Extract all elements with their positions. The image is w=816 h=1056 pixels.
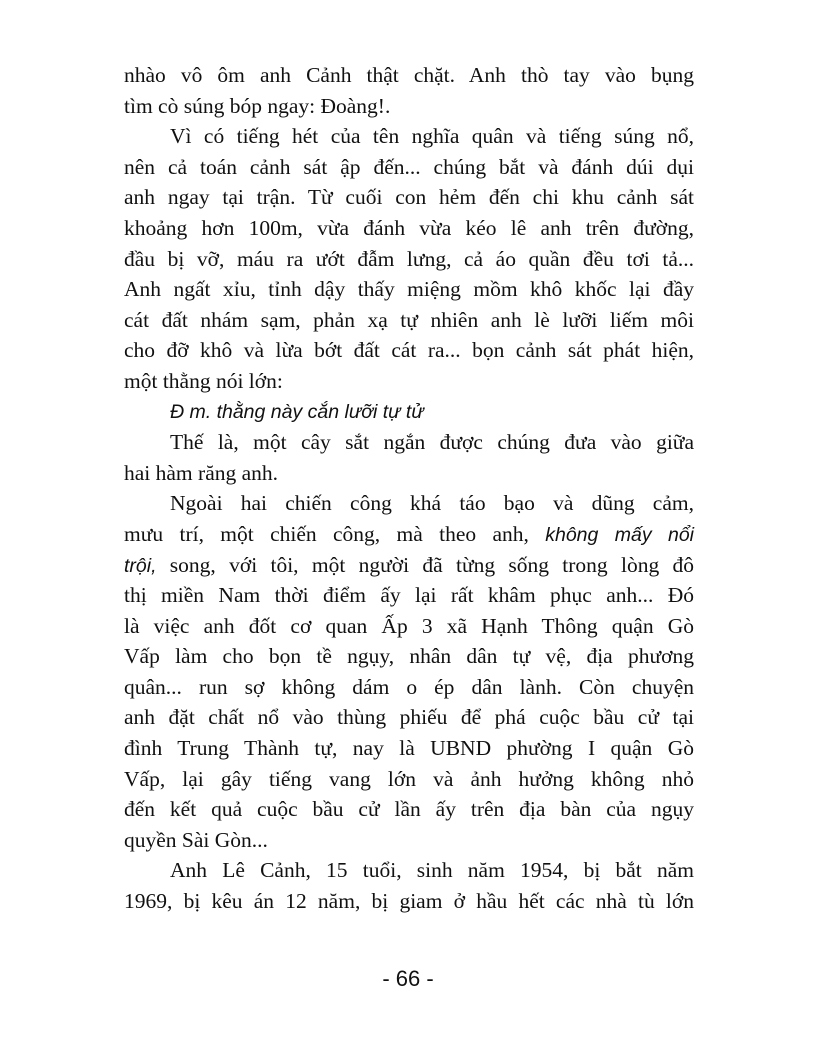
paragraph-start-line: Vì có tiếng hét của tên nghĩa quân và tiếng súng nổ, — [170, 124, 694, 149]
page-body — [124, 60, 694, 917]
text-line: nhào vô ôm anh Cảnh thật chặt. Anh thò tay vào bụng — [124, 63, 694, 87]
text-line: đầu bị vỡ, máu ra ướt đẫm lưng, cả áo quần đều tơi tả... — [124, 246, 694, 271]
text-line: cát đất nhám sạm, phản xạ tự nhiên anh lè lưỡi liếm môi — [124, 307, 694, 332]
text-line: một thằng nói lớn: — [124, 368, 283, 393]
text-line: là việc anh đốt cơ quan Ấp 3 xã Hạnh Thông quận Gò — [124, 613, 694, 638]
page-number: - 66 - — [382, 966, 434, 991]
text-line-with-emphasis — [124, 519, 694, 550]
text-line: cho đỡ khô và lừa bớt đất cát ra... bọn cảnh sát phát hiện, — [124, 338, 694, 363]
text-line: khoảng hơn 100m, vừa đánh vừa kéo lê anh trên đường, — [124, 215, 694, 240]
italic-quote-line: Đ m. thằng này cắn lưỡi tự tử — [170, 400, 424, 423]
text-line: Vấp, lại gây tiếng vang lớn và ảnh hưởng không nhỏ — [124, 766, 694, 791]
text-line: đến kết quả cuộc bầu cử lần ấy trên địa bàn của ngụy — [124, 797, 694, 822]
text-line: đình Trung Thành tự, nay là UBND phường I quận Gò — [124, 736, 694, 761]
emphasis-segment: không mấy nổi — [545, 523, 694, 546]
text-line: anh đặt chất nổ vào thùng phiếu để phá cuộc bầu cử tại — [124, 705, 694, 730]
text-line: quân... run sợ không dám o ép dân lành. Còn chuyện — [124, 674, 694, 699]
text-line: hai hàm răng anh. — [124, 460, 279, 485]
plain-segment: mưu trí, một chiến công, mà theo anh, — [124, 521, 546, 546]
text-line: anh ngay tại trận. Từ cuối con hẻm đến chi khu cảnh sát — [124, 185, 694, 210]
text-line-with-emphasis — [124, 550, 694, 581]
text-line: quyền Sài Gòn... — [124, 827, 268, 852]
paragraph-start-line: Ngoài hai chiến công khá táo bạo và dũng cảm, — [170, 491, 694, 516]
text-line: Anh ngất xỉu, tỉnh dậy thấy miệng mồm khô khốc lại đầy — [124, 277, 694, 302]
text-line: Vấp làm cho bọn tề ngụy, nhân dân tự vệ, địa phương — [124, 644, 694, 669]
paragraph-start-line: Anh Lê Cảnh, 15 tuổi, sinh năm 1954, bị bắt năm — [170, 858, 694, 883]
paragraph-start-line: Thế là, một cây sắt ngắn được chúng đưa vào giữa — [170, 430, 694, 455]
plain-segment: song, với tôi, một người đã từng sống trong lòng đô — [156, 552, 694, 577]
text-line: thị miền Nam thời điểm ấy lại rất khâm phục anh... Đó — [124, 583, 694, 608]
text-line: 1969, bị kêu án 12 năm, bị giam ở hầu hết các nhà tù lớn — [124, 889, 694, 914]
text-line: nên cả toán cảnh sát ập đến... chúng bắt và đánh dúi dụi — [124, 154, 694, 179]
text-line: tìm cò súng bóp ngay: Đoàng!. — [124, 93, 391, 118]
emphasis-segment: trội, — [124, 554, 157, 577]
